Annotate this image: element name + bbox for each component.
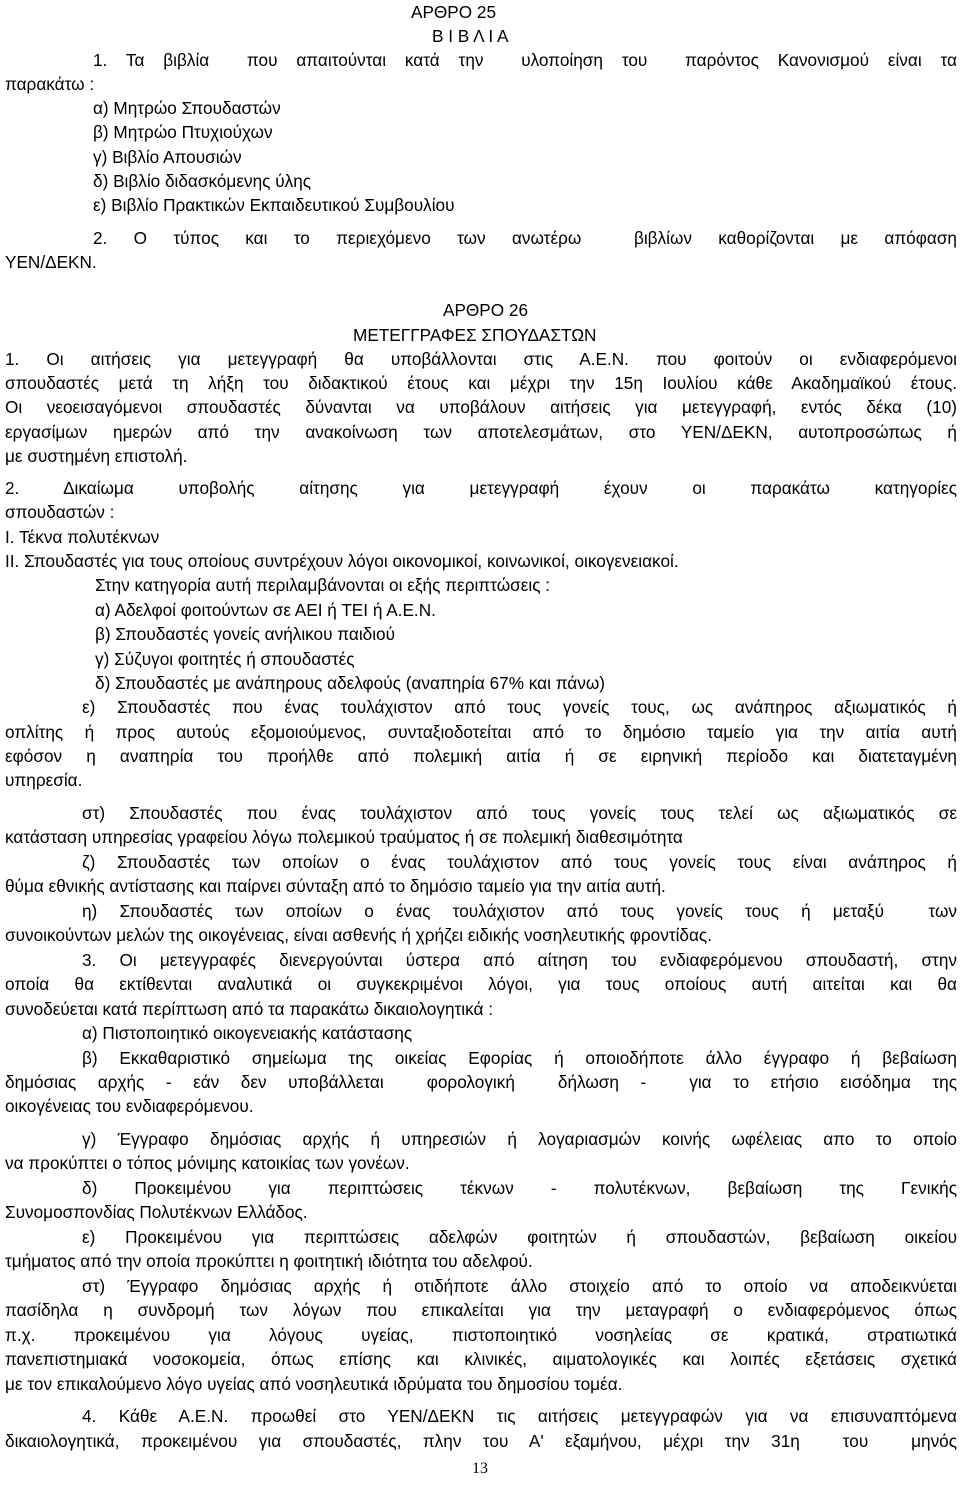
text-line: Β Ι Β Λ Ι Α: [432, 26, 509, 46]
text-line: 1. Οι αιτήσεις για μετεγγραφή θα υποβάλλονται στις Α.Ε.Ν. που φοιτούν οι ενδιαφερόμενοι: [5, 349, 957, 369]
text-line: Συνομοσπονδίας Πολυτέκνων Ελλάδος.: [5, 1202, 308, 1222]
text-line: ΜΕΤΕΓΓΡΑΦΕΣ ΣΠΟΥΔΑΣΤΩΝ: [353, 325, 597, 345]
text-line: υπηρεσία.: [5, 770, 83, 790]
text-line: συνοδεύεται κατά περίπτωση από τα παρακάτω δικαιολογητικά :: [5, 999, 493, 1019]
text-line: εφόσον η αναπηρία του προήλθε από πολεμική αιτία ή σε ειρηνική περίοδο και διατεταγμένη: [5, 746, 957, 766]
text-line: Ι. Τέκνα πολυτέκνων: [5, 527, 160, 547]
text-line: α) Μητρώο Σπουδαστών: [93, 98, 281, 118]
text-line: δ) Σπουδαστές με ανάπηρους αδελφούς (αναπηρία 67% και πάνω): [95, 673, 605, 693]
text-line: σπουδαστές μετά τη λήξη του διδακτικού έτους και μέχρι την 15η Ιουλίου κάθε Ακαδημαϊκού έτους.: [5, 373, 957, 393]
text-line: ε) Βιβλίο Πρακτικών Εκπαιδευτικού Συμβουλίου: [93, 195, 455, 215]
text-line: γ) Βιβλίο Απουσιών: [93, 147, 242, 167]
text-line: η) Σπουδαστές των οποίων ο ένας τουλάχιστον από τους γονείς τους ή μεταξύ των: [82, 901, 957, 921]
text-line: παρακάτω :: [5, 74, 95, 94]
text-line: να προκύπτει ο τόπος μόνιμης κατοικίας των γονέων.: [5, 1153, 410, 1173]
text-line: 2. Δικαίωμα υποβολής αίτησης για μετεγγραφή έχουν οι παρακάτω κατηγορίες: [5, 478, 957, 498]
text-line: στ) Έγγραφο δημόσιας αρχής ή οτιδήποτε άλλο στοιχείο από το οποίο να αποδεικνύεται: [82, 1276, 957, 1296]
text-line: 3. Οι μετεγγραφές διενεργούνται ύστερα από αίτηση του ενδιαφερόμενου σπουδαστή, στην: [82, 950, 957, 970]
text-line: 1. Τα βιβλία που απαιτούνται κατά την υλοποίηση του παρόντος Κανονισμού είναι τα: [93, 50, 957, 70]
text-line: δικαιολογητικά, προκειμένου για σπουδαστές, πλην του Α' εξαμήνου, μέχρι την 31η του μηνός: [5, 1431, 957, 1451]
text-line: ε) Σπουδαστές που ένας τουλάχιστον από τους γονείς τους, ως ανάπηρος αξιωματικός ή: [82, 697, 957, 717]
text-line: εργασίμων ημερών από την ανακοίνωση των αποτελεσμάτων, στο ΥΕΝ/ΔΕΚΝ, αυτοπροσώπως ή: [5, 422, 957, 442]
text-line: θύμα εθνικής αντίστασης και παίρνει σύνταξη από το δημόσιο ταμείο για την αιτία αυτή.: [5, 876, 666, 896]
text-line: Οι νεοεισαγόμενοι σπουδαστές δύνανται να υποβάλουν αιτήσεις για μετεγγραφή, εντός δέκα (10): [5, 397, 957, 417]
text-line: δ) Βιβλίο διδασκόμενης ύλης: [93, 171, 312, 191]
text-line: πανεπιστημιακά νοσοκομεία, όπως επίσης και κλινικές, αιματολογικές και λοιπές εξετάσεις σχετικά: [5, 1349, 957, 1369]
text-line: οπλίτης ή προς αυτούς εξομοιούμενος, συνταξιοδοτείται από το δημόσιο ταμείο για την αιτία αυτή: [5, 722, 957, 742]
text-line: Στην κατηγορία αυτή περιλαμβάνονται οι εξής περιπτώσεις :: [95, 575, 551, 595]
text-line: ΥΕΝ/ΔΕΚΝ.: [5, 252, 97, 272]
text-line: α) Πιστοποιητικό οικογενειακής κατάστασης: [82, 1023, 413, 1043]
text-line: β) Μητρώο Πτυχιούχων: [93, 122, 273, 142]
text-line: ΑΡΘΡΟ 26: [443, 300, 529, 320]
text-line: ε) Προκειμένου για περιπτώσεις αδελφών φοιτητών ή σπουδαστών, βεβαίωση οικείου: [82, 1227, 957, 1247]
text-line: δ) Προκειμένου για περιπτώσεις τέκνων - πολυτέκνων, βεβαίωση της Γενικής: [82, 1178, 957, 1198]
text-line: 4. Κάθε Α.Ε.Ν. προωθεί στο ΥΕΝ/ΔΕΚΝ τις αιτήσεις μετεγγραφών για να επισυναπτόμενα: [82, 1406, 957, 1426]
text-line: α) Αδελφοί φοιτούντων σε ΑΕΙ ή ΤΕΙ ή Α.Ε.Ν.: [95, 600, 436, 620]
text-line: τμήματος από την οποία προκύπτει η φοιτητική ιδιότητα του αδελφού.: [5, 1251, 533, 1271]
text-line: β) Σπουδαστές γονείς ανήλικου παιδιού: [95, 624, 395, 644]
text-line: π.χ. προκειμένου για λόγους υγείας, πιστοποιητικό νοσηλείας σε κρατικά, στρατιωτικά: [5, 1325, 957, 1345]
text-line: ζ) Σπουδαστές των οποίων ο ένας τουλάχιστον από τους γονείς τους είναι ανάπηρος ή: [82, 852, 957, 872]
text-line: ΑΡΘΡΟ 25: [411, 2, 497, 22]
page-number: 13: [472, 1460, 488, 1477]
text-line: πασίδηλα η συνδρομή των λόγων που επικαλείται για την μεταγραφή ο ενδιαφερόμενος όπως: [5, 1300, 957, 1320]
text-line: με τον επικαλούμενο λόγο υγείας από νοσηλευτικά ιδρύματα του δημοσίου τομέα.: [5, 1374, 623, 1394]
text-line: β) Εκκαθαριστικό σημείωμα της οικείας Εφορίας ή οποιοδήποτε άλλο έγγραφο ή βεβαίωση: [82, 1048, 957, 1068]
text-line: οποία θα εκτίθενται αναλυτικά οι συγκεκριμένοι λόγοι, για τους οποίους αυτή αιτείται και θα: [5, 974, 957, 994]
text-line: γ) Έγγραφο δημόσιας αρχής ή υπηρεσιών ή λογαριασμών κοινής ωφέλειας απο το οποίο: [82, 1129, 957, 1149]
text-line: κατάσταση υπηρεσίας γραφείου λόγω πολεμικού τραύματος ή σε πολεμική διαθεσιμότητα: [5, 827, 683, 847]
text-line: δημόσιας αρχής - εάν δεν υποβάλλεται φορολογική δήλωση - για το ετήσιο εισόδημα της: [5, 1072, 957, 1092]
text-line: στ) Σπουδαστές που ένας τουλάχιστον από τους γονείς τους τελεί ως αξιωματικός σε: [82, 803, 957, 823]
text-line: οικογένειας του ενδιαφερόμενου.: [5, 1096, 254, 1116]
text-line: ΙΙ. Σπουδαστές για τους οποίους συντρέχουν λόγοι οικονομικοί, κοινωνικοί, οικογενειακοί.: [5, 551, 679, 571]
text-line: 2. Ο τύπος και το περιεχόμενο των ανωτέρω βιβλίων καθορίζονται με απόφαση: [93, 228, 957, 248]
text-line: σπουδαστών :: [5, 502, 115, 522]
text-line: με συστημένη επιστολή.: [5, 446, 188, 466]
text-line: συνοικούντων μελών της οικογένειας, είναι ασθενής ή χρήζει ειδικής νοσηλευτικής φροντίδας.: [5, 925, 712, 945]
text-line: γ) Σύζυγοι φοιτητές ή σπουδαστές: [95, 649, 355, 669]
